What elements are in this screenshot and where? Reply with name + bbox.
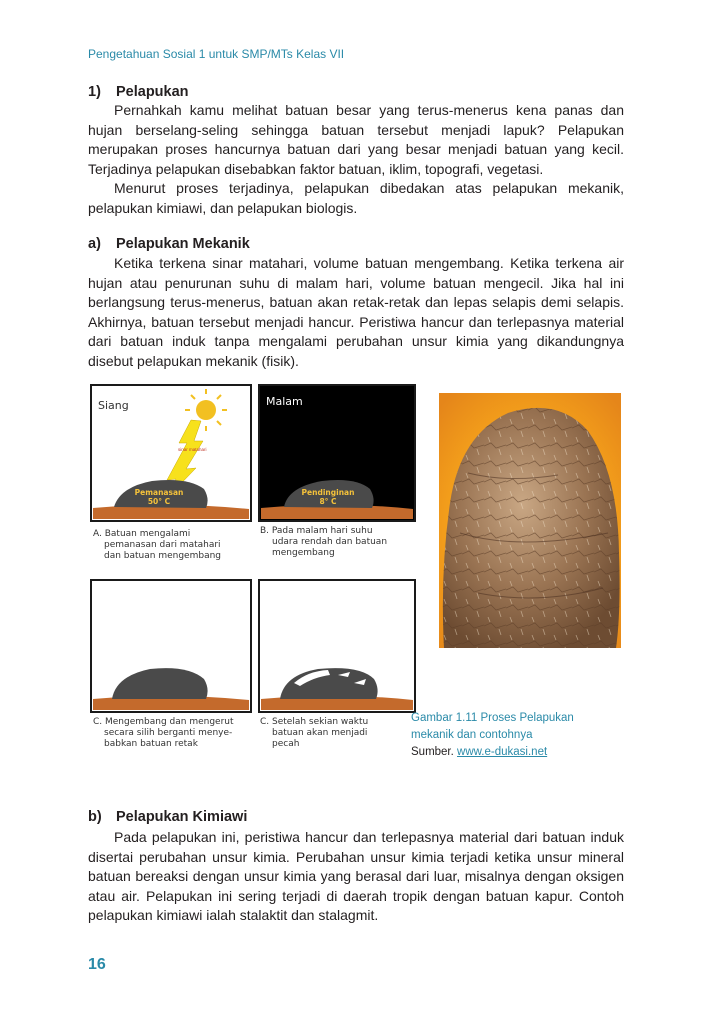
paragraph-pelapukan-types: Menurut proses terjadinya, pelapukan dibedakan atas pelapukan mekanik, pelapukan kimiawi, dan pelapukan biologis. [88,180,624,216]
weathered-rock-photo [439,393,621,648]
page-number: 16 [88,956,106,973]
source-label: Sumber. [411,746,454,758]
panel-d-caption-2: batuan akan menjadi [272,728,368,738]
running-header: Pengetahuan Sosial 1 untuk SMP/MTs Kelas VII [88,47,345,61]
section-heading-pelapukan [88,84,189,100]
panel-b-caption-2: udara rendah dan batuan [272,537,388,547]
panel-a-caption-2: pemanasan dari matahari [104,540,221,550]
panel-d-caption-3: pecah [272,739,300,749]
section-heading-mekanik [88,236,250,252]
panel-b-label: Malam [266,395,303,408]
figure-caption-line-2: mekanik dan contohnya [411,729,533,741]
panel-c-caption-1: C. Mengembang dan mengerut [93,717,234,727]
panel-a-day [91,385,251,561]
panel-b-night [259,385,415,558]
figure-pelapukan-mekanik [88,383,628,763]
section-title: Pelapukan Mekanik [116,236,250,252]
panel-c-cracking [91,580,251,749]
figure-caption-line-1: Gambar 1.11 Proses Pelapukan [411,712,574,724]
panel-a-rock-text-1: Pemanasan [134,488,184,497]
paragraph-pelapukan-definition: Pernahkah kamu melihat batuan besar yang terus-menerus kena panas dan hujan berselang-seling sehingga batuan tersebut menjadi lapuk? Pelapukan merupakan proses hancurnya batuan dari yang besar menjadi batuan yang kecil. Terjadinya pelapukan disebabkan faktor batuan, iklim, topografi, vegetasi. [88,102,624,177]
panel-d-broken [259,580,415,749]
section-number: b) [88,809,102,825]
panel-a-label: Siang [98,399,129,412]
section-number: 1) [88,84,101,100]
section-heading-kimiawi [88,809,247,825]
figure-source [411,744,574,761]
sunray-label: sinar matahari [178,447,207,452]
panel-a-caption-1: A. Batuan mengalami [93,529,191,539]
panel-b-caption-1: B. Pada malam hari suhu [260,526,373,536]
panel-c-caption-2: secara silih berganti menye- [104,728,233,738]
paragraph-mekanik: Ketika terkena sinar matahari, volume batuan mengembang. Ketika terkena air hujan atau penurunan suhu di malam hari, volume batuan mengecil. Jika hal ini berlangsung terus-menerus, batuan akan retak-retak dan lepas selapis demi selapis. Akhirnya, batuan tersebut menjadi hancur. Peristiwa hancur dan terlepasnya material dari batuan induk tanpa mengalami perubahan unsur kimia yang dikandungnya disebut pelapukan mekanik (fisik). [88,255,624,369]
source-link[interactable]: www.e-dukasi.net [457,746,548,758]
panel-b-rock-text-2: 8° C [319,497,337,506]
section-title: Pelapukan [116,84,189,100]
panel-b-caption-3: mengembang [272,548,335,558]
section-number: a) [88,236,101,252]
section-title: Pelapukan Kimiawi [116,809,248,825]
panel-c-caption-3: babkan batuan retak [104,739,198,749]
panel-a-rock-text-2: 50° C [147,497,171,506]
panel-a-caption-3: dan batuan mengembang [104,551,222,561]
panel-b-rock-text-1: Pendinginan [301,488,355,497]
figure-caption [411,710,574,761]
panel-d-caption-1: C. Setelah sekian waktu [260,717,369,727]
paragraph-kimiawi: Pada pelapukan ini, peristiwa hancur dan terlepasnya material dari batuan induk disertai perubahan unsur kimia. Perubahan unsur kimia terjadi ketika unsur mineral batuan bereaksi dengan unsur kimia yang berasal dari luar, misalnya dengan oksigen atau air. Pelapukan ini sering terjadi di daerah tropik dengan batuan kapur. Contoh pelapukan kimiawi ialah stalaktit dan stalagmit. [88,829,624,924]
